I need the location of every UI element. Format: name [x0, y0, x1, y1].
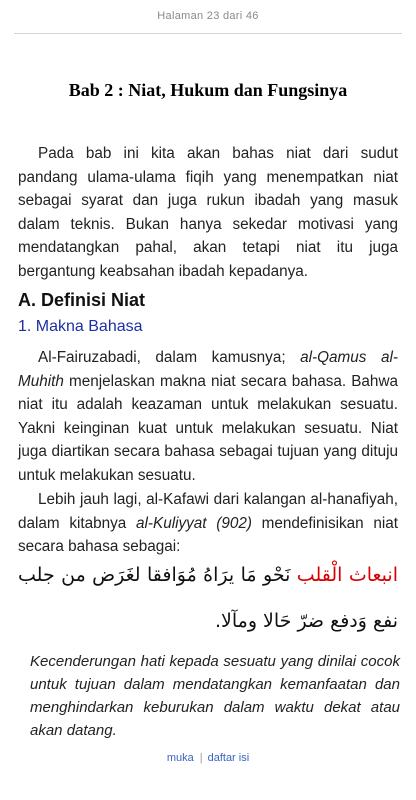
definition-paragraph-1 [18, 346, 398, 487]
paragraph-text: mendefinisikan niat secara bahasa sebagai: [18, 514, 399, 555]
arabic-quote-line-1 [18, 564, 398, 586]
arabic-quote-line-2: نفع وَدفع ضرّ حَالا ومآلا. [214, 610, 398, 632]
book-title: al-Kuliyyat (902) [136, 514, 252, 532]
header-divider [14, 33, 402, 34]
chapter-title: Bab 2 : Niat, Hukum dan Fungsinya [68, 80, 348, 100]
section-heading: A. Definisi Niat [18, 290, 146, 310]
paragraph-text: Al-Fairuzabadi, dalam kamusnya; [38, 349, 301, 366]
arabic-text: نَحْو مَا يرَاهُ مُوَافقا لغَرَض من جلب [18, 564, 297, 586]
paragraph-text: menjelaskan makna niat secara bahasa. Bahwa niat itu adalah keazaman untuk melakukan sesuatu. Yakni keinginan kuat untuk melakukan sesuatu. Niat juga diartikan secara bahasa sebagai tujuan yang dituju untuk melakukan sesuatu. [18, 372, 398, 484]
arabic-highlight: انبعاث الْقلب [296, 564, 398, 586]
book-title: al-Qamus al-Muhith [18, 349, 398, 390]
translation-text: Kecenderungan hati kepada sesuatu yang dinilai cocok untuk tujuan dalam mendatangkan kemanfaatan dan menghindarkan keburukan dalam waktu dekat atau akan datang. [30, 653, 400, 739]
footer-nav [0, 752, 416, 764]
page-indicator: Halaman 23 dari 46 [157, 10, 259, 22]
definition-paragraph-2 [18, 488, 398, 559]
home-link[interactable]: muka [166, 752, 194, 764]
table-of-contents-link[interactable]: daftar isi [207, 752, 250, 764]
paragraph-text: Lebih jauh lagi, al-Kafawi dari kalangan al-hanafiyah, dalam kitabnya [18, 491, 398, 532]
footer-separator: | [199, 752, 203, 764]
subsection-heading: 1. Makna Bahasa [18, 318, 143, 335]
intro-paragraph-text: Pada bab ini kita akan bahas niat dari sudut pandang ulama-ulama fiqih yang menempatkan niat sebagai syarat dan juga rukun ibadah yang masuk dalam teknis. Bukan hanya sekedar motivasi yang mendatangkan pahal, akan tetapi niat itu juga bergantung keabsahan ibadah kepadanya. [18, 145, 398, 280]
intro-paragraph [18, 142, 398, 283]
